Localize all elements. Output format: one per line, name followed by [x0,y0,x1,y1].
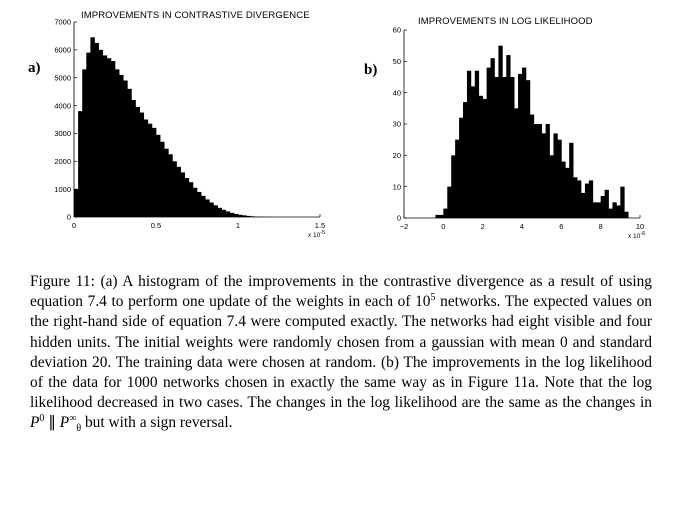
chart-a-x-tick-label: 1.5 [314,221,326,230]
chart-b-bar [601,196,605,218]
chart-b-bar [550,155,554,218]
chart-b-bar [479,96,483,218]
chart-b-bar [605,190,609,218]
chart-b-bar [435,215,439,218]
chart-b-bar [577,180,581,218]
caption-math-ptheta-sup: ∞ [69,413,77,425]
chart-b-y-tick-label: 20 [392,151,401,161]
chart-b-bar [593,202,597,218]
chart-b-bar [546,124,550,218]
chart-a-y-tick-label: 5000 [54,73,71,83]
chart-b-x-exponent-power: -6 [640,231,646,237]
chart-b-x-tick-label: 4 [519,222,525,231]
chart-a-x-exponent-power: -5 [320,230,326,236]
chart-b-bar [612,202,616,218]
chart-b-bar [463,102,467,218]
chart-b-y-tick-label: 50 [392,57,401,67]
chart-b-bar [487,68,491,218]
chart-a-y-tick-label: 4000 [54,101,71,111]
chart-a-x-tick-label: 0 [71,221,77,230]
chart-b-bar [561,162,565,218]
caption-math-ptheta-sub: θ [76,423,82,435]
chart-b-bar [569,143,573,218]
chart-b-bar [553,133,557,218]
chart-a-y-tick-label: 7000 [54,17,71,27]
chart-a-y-tick-label: 1000 [54,184,71,194]
chart-b-title: IMPROVEMENTS IN LOG LIKELIHOOD [418,16,593,27]
chart-b-bar [624,212,628,218]
chart-b-x-tick-label: 0 [441,222,446,231]
panel-a-label: a) [28,60,41,76]
chart-b-x-tick-label: 6 [559,222,564,231]
chart-b-bar [475,71,479,218]
chart-b-bar [514,108,518,218]
chart-b-bar [585,184,589,218]
chart-b-bar [620,187,624,218]
chart-a-x-tick-label: 0.5 [150,221,162,230]
chart-b-bar [502,77,506,218]
chart-b-bar [506,55,510,218]
chart-b-bar [589,180,593,218]
chart-b-x-exponent: x $10^{-6}$ [628,231,646,240]
chart-b-x-tick-label: 2 [480,222,485,231]
caption-math-p0-sup: 0 [39,413,45,425]
chart-a-y-tick-label: 0 [66,212,71,222]
chart-b-bar [534,124,538,218]
chart-b-bar [459,118,463,218]
chart-b-x-tick-label: −2 [399,222,409,231]
chart-b-bar [451,155,455,218]
chart-a-title: IMPROVEMENTS IN CONTRASTIVE DIVERGENCE [81,10,310,21]
chart-a-y-tick-label: 2000 [54,156,71,166]
chart-b-bar [530,115,534,218]
figure-caption [30,272,652,434]
chart-b-y-tick-label: 10 [392,182,401,192]
chart-b-bar [483,99,487,218]
chart-a-y-tick-label: 6000 [54,45,71,55]
chart-a-x-exponent: x $10^{-5}$ [308,230,326,239]
chart-b-bar [498,46,502,218]
chart-b-bar [443,209,447,218]
caption-part-1: Figure 11: (a) A histogram of the improvements in the contrastive divergence as a result of using equation 7.4 to perform one update of the weights in each of 10 [30,273,652,311]
panel-b-label: b) [364,62,378,78]
chart-b-bar [510,77,514,218]
chart-b-bar [573,177,577,218]
caption-math-p0: P [30,414,40,432]
caption-part-2: networks. The expected values on the right-hand side of equation 7.4 were computed exactly. The networks had eight visible and four hidden units. The initial weights were randomly chosen from a gaussian with mean 0 and standard deviation 20. The training data were chosen at random. (b) The improvements in the log likelihood of the data for 1000 networks chosen in exactly the same way as in Figure 11a. Note that the log likelihood decreased in two cases. The changes in the log likelihood are the same as the changes in [30,293,652,412]
chart-b-bar [526,80,530,218]
chart-b-bar [565,168,569,218]
chart-b-bar [557,140,561,218]
caption-math-parallel: ∥ [44,414,60,432]
caption-math-ptheta: P [59,414,70,432]
chart-b-bar [542,133,546,218]
chart-b-bar [616,205,620,218]
chart-b-bar [467,71,471,218]
chart-b-x-tick-label: 8 [598,222,603,231]
chart-a-y-tick-label: 3000 [54,129,71,139]
chart-b-y-tick-label: 0 [396,213,401,223]
chart-b-bar [491,58,495,218]
chart-b-y-tick-label: 60 [392,25,401,35]
chart-b-bar [494,77,498,218]
chart-b-bar [518,74,522,218]
chart-b-bar [471,86,475,218]
chart-b-x-tick-label: 10 [635,222,645,231]
chart-b-bar [522,68,526,218]
chart-b-y-tick-label: 30 [392,119,401,129]
chart-b-bar [538,124,542,218]
chart-b-bar [581,193,585,218]
chart-b-y-tick-label: 40 [392,88,401,98]
caption-part-3: but with a sign reversal. [81,414,233,432]
chart-b-bar [447,187,451,218]
chart-b-bar [609,209,613,218]
chart-b-bar [455,140,459,218]
chart-a-x-tick-label: 1 [235,221,241,230]
caption-exponent: 5 [430,292,436,304]
